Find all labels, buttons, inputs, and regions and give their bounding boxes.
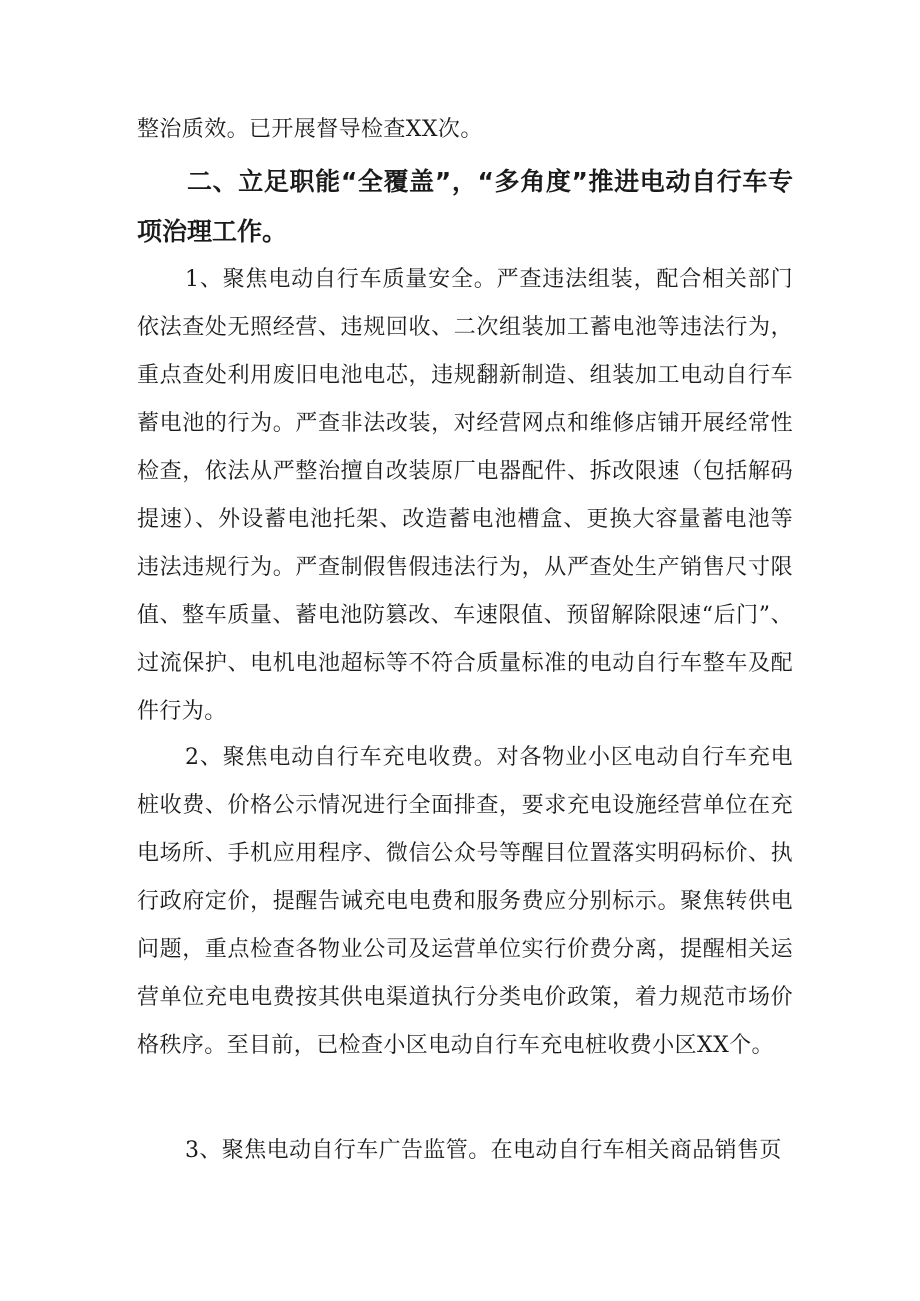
paragraph-text: 1、聚焦电动自行车质量安全。严查违法组装，配合相关部门依法查处无照经营、违规回收、二次组装加工蓄电池等违法行为，重点查处利用废旧电池电芯，违规翻新制造、组装加工电动自行车蓄电池的行为。严查非法改装，对经营网点和维修店铺开展经常性检查，依法从严整治擅自改装原厂电器配件、拆改限速（包括解码提速）、外设蓄电池托架、改造蓄电池槽盒、更换大容量蓄电池等违法违规行为。严查制假售假违法行为，从严查处生产销售尺寸限值、整车质量、蓄电池防篡改、车速限值、预留解除限速“后门”、过流保护、电机电池超标等不符合质量标准的电动自行车整车及配件行为。 xyxy=(137,267,793,724)
paragraph-advertising xyxy=(137,1127,793,1175)
paragraph-quality-safety xyxy=(137,256,793,736)
section-heading xyxy=(137,157,793,257)
paragraph-text: 2、聚焦电动自行车充电收费。对各物业小区电动自行车充电桩收费、价格公示情况进行全面排查，要求充电设施经营单位在充电场所、手机应用程序、微信公众号等醒目位置落实明码标价、执行政府定价，提醒告诫充电电费和服务费应分别标示。聚焦转供电问题，重点检查各物业公司及运营单位实行价费分离，提醒相关运营单位充电电费按其供电渠道执行分类电价政策，着力规范市场价格秩序。至目前，已检查小区电动自行车充电桩收费小区XX个。 xyxy=(137,745,793,1058)
paragraph-text: 3、聚焦电动自行车广告监管。在电动自行车相关商品销售页 xyxy=(185,1138,782,1163)
continuation-paragraph xyxy=(137,106,793,154)
section-heading-text: 二、立足职能“全覆盖”，“多角度”推进电动自行车专项治理工作。 xyxy=(137,167,793,246)
paragraph-charging-fees xyxy=(137,734,793,1070)
continuation-text: 整治质效。已开展督导检查XX次。 xyxy=(137,117,483,142)
